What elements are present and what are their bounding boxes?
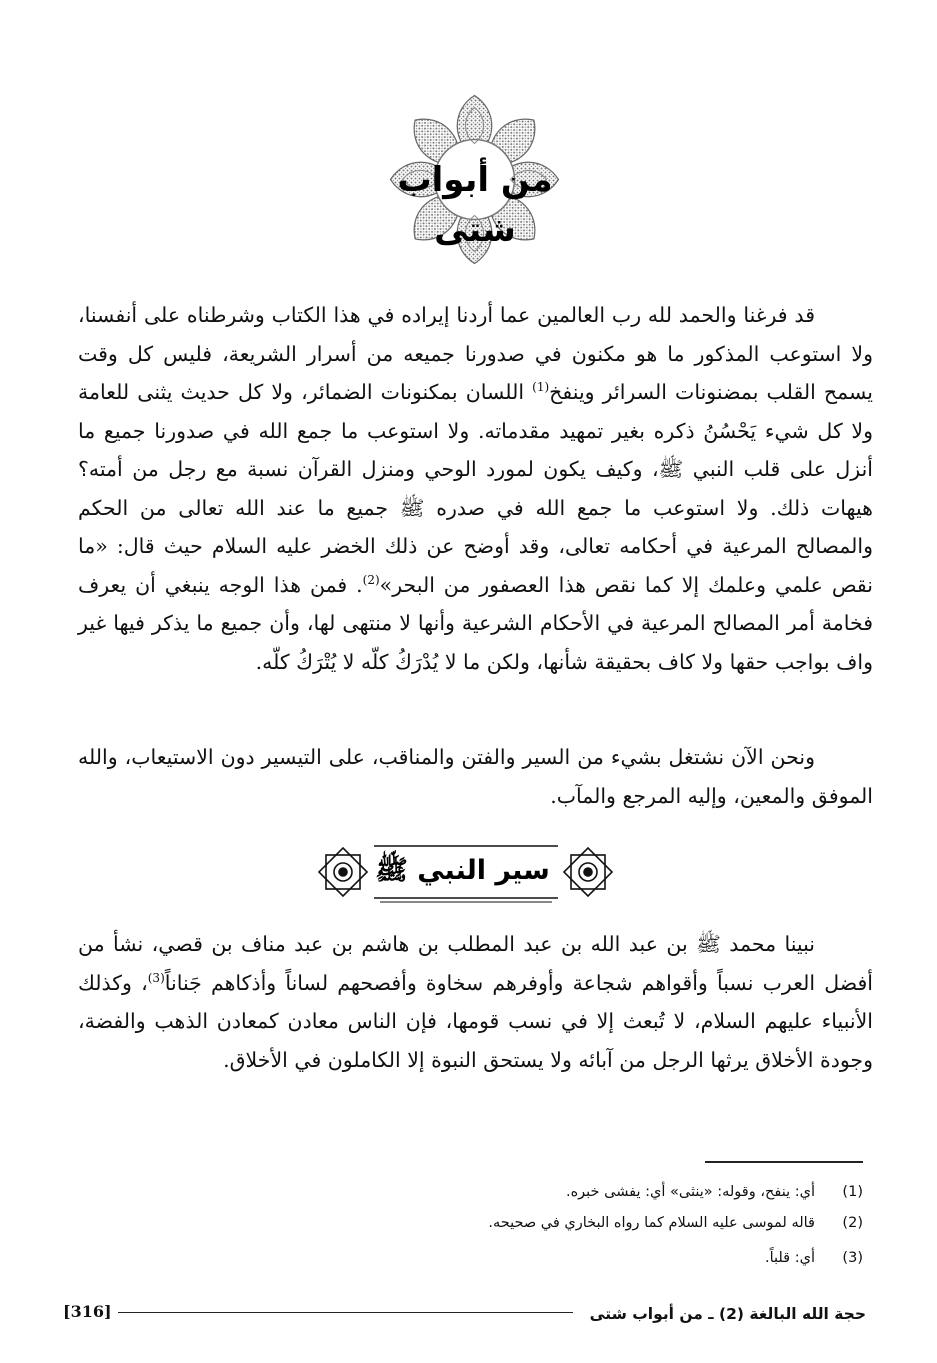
footnote-number: (2) bbox=[842, 1215, 863, 1231]
footnote-text: قاله لموسى عليه السلام كما رواه البخاري في صحيحه. bbox=[488, 1215, 815, 1231]
page-title: من أبواب شتى bbox=[397, 160, 553, 250]
paragraph-text: اللسان بمكنونات الضمائر، ولا كل حديث يثنى للعامة ولا كل شيء يَحْسُنُ ذكره بغير تمهيد مقدماته. ولا استوعب ما جمع الله في صدورنا جميع ما أنزل على قلب النبي ﷺ، وكيف يكون لمورد الوحي ومنزل القرآن نسبة مع رجل من أمته؟ هيهات ذلك. ولا استوعب ما جمع الله في صدره ﷺ جميع ما عند الله تعالى من الحكم والمصالح المرعية في أحكامه تعالى، وقد أوضح عن ذلك الخضر عليه السلام حيث قال: «ما نقص علمي وعلمك إلا كما نقص هذا العصفور من البحر» bbox=[78, 380, 874, 597]
running-footer-title: حجة الله البالغة (2) ـ من أبواب شتى bbox=[589, 1305, 866, 1323]
footnote-ref[interactable]: (2) bbox=[362, 572, 380, 587]
footnote-ref[interactable]: (1) bbox=[532, 380, 550, 395]
paragraph-text: ، وكذلك الأنبياء عليهم السلام، لا تُبعث إلا في نسب قومها، فإن الناس معادن كمعادن الذهب والفضة، وجودة الأخلاق يرثها الرجل من آبائه ولا يستحق النبوة إلا الكاملون في الأخلاق. bbox=[78, 970, 873, 1072]
footnote-3 bbox=[765, 1247, 863, 1269]
footnote-text: أي: ينفح، وقوله: «ينثى» أي: يفشى خبره. bbox=[565, 1184, 815, 1200]
footnote-2 bbox=[488, 1212, 863, 1234]
paragraph-text: . فمن هذا الوجه ينبغي أن يعرف فخامة أمر المصالح المرعية في الأحكام الشرعية وأنها لا منتهى لها، وأن جميع ما يذكر فيها غير واف بواجب حقها ولا كاف بحقيقة شأنها، ولكن ما لا يُدْرَكُ كلّه لا يُتْرَكُ كلّه. bbox=[78, 572, 873, 674]
page-number: [316] bbox=[63, 1302, 112, 1321]
second-paragraph bbox=[78, 738, 873, 815]
intro-paragraph bbox=[78, 296, 873, 681]
paragraph-text: نبينا محمد ﷺ بن عبد الله بن عبد المطلب بن هاشم بن عبد مناف بن قصي، نشأ من أفضل العرب نسباً وأقواهم شجاعة وأوفرهم سخاوة وأفصحهم لساناً وأذكاهم جَناناً bbox=[78, 932, 873, 995]
footnote-divider bbox=[705, 1161, 863, 1163]
biography-paragraph bbox=[78, 925, 873, 1079]
footer-divider bbox=[118, 1312, 573, 1313]
section-title: سير النبي ﷺ bbox=[375, 855, 550, 886]
footnote-number: (3) bbox=[842, 1250, 863, 1266]
footnote-1 bbox=[566, 1181, 863, 1203]
footnote-ref[interactable]: (3) bbox=[147, 970, 165, 985]
footnote-number: (1) bbox=[842, 1184, 863, 1200]
paragraph-text: قد فرغنا والحمد لله رب العالمين عما أردنا إيراده في هذا الكتاب وشرطناه على أنفسنا، ولا استوعب المذكور ما هو مكنون في صدورنا جميعه من أسرار الشريعة، فليس كل وقت يسمح القلب بمضنونات السرائر وينفخ bbox=[78, 303, 873, 404]
footnote-text: أي: قلباً. bbox=[764, 1250, 815, 1266]
paragraph-text: ونحن الآن نشتغل بشيء من السير والفتن والمناقب، على التيسير دون الاستيعاب، والله الموفق والمعين، وإليه المرجع والمآب. bbox=[78, 745, 873, 808]
